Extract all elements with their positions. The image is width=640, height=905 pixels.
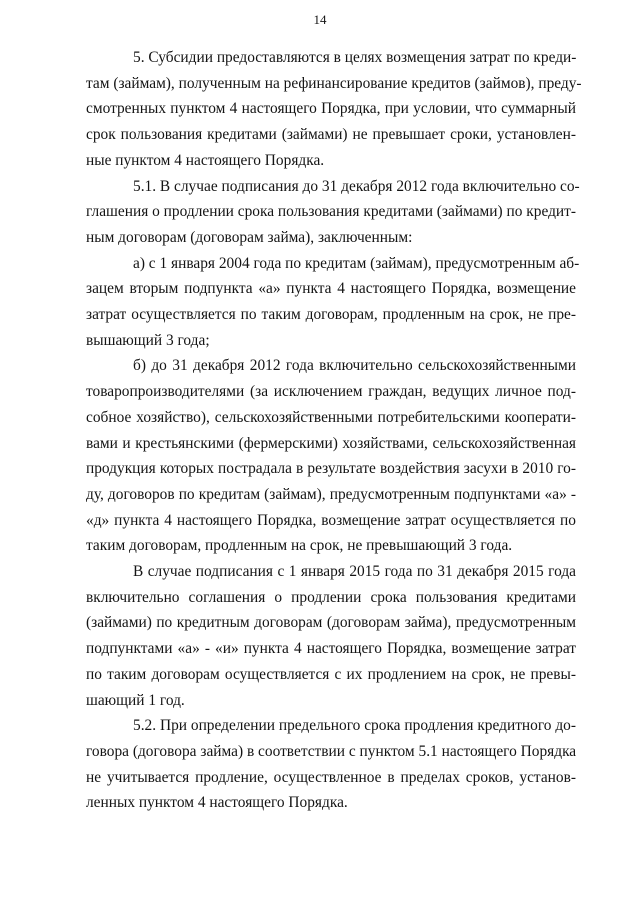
text-line: по таким договорам осуществляется с их продлением на срок, не превы- (86, 665, 576, 683)
paragraph-2015-extension (86, 559, 576, 713)
text-line: б) до 31 декабря 2012 года включительно сельскохозяйственными (133, 357, 576, 375)
text-line: (займами) по кредитным договорам (договорам займа), предусмотренным (86, 614, 576, 632)
text-line: 5. Субсидии предоставляются в целях возмещения затрат по креди- (133, 49, 577, 66)
text-line: зацем вторым подпункта «а» пункта 4 настоящего Порядка, возмещение (86, 280, 576, 298)
paragraph-5-1-b (86, 353, 576, 559)
text-line: 5.2. При определении предельного срока продления кредитного до- (133, 717, 576, 735)
text-line: вами и крестьянскими (фермерскими) хозяйствами, сельскохозяйственная (86, 434, 576, 452)
paragraph-5-2 (86, 713, 576, 816)
text-line: «д» пункта 4 настоящего Порядка, возмещение затрат осуществляется по (86, 511, 576, 529)
text-line: собное хозяйство), сельскохозяйственными потребительскими кооперати- (86, 408, 576, 426)
text-line: смотренных пунктом 4 настоящего Порядка, при условии, что суммарный (86, 100, 576, 118)
text-line: 5.1. В случае подписания до 31 декабря 2012 года включительно со- (133, 177, 580, 195)
text-line: а) с 1 января 2004 года по кредитам (займам), предусмотренным аб- (133, 254, 580, 272)
text-line: вышающий 3 года; (86, 331, 210, 349)
text-line: подпунктами «а» - «и» пункта 4 настоящего Порядка, возмещение затрат (86, 640, 576, 658)
text-line: таким договорам, продленным на срок, не превышающий 3 года. (86, 537, 513, 555)
page-number: 14 (313, 12, 327, 27)
text-line: срок пользования кредитами (займами) не превышает сроки, установлен- (86, 126, 576, 144)
text-line: ные пунктом 4 настоящего Порядка. (86, 151, 325, 169)
text-line: включительно соглашения о продлении срока пользования кредитами (86, 588, 576, 606)
text-line: ным договорам (договорам займа), заключенным: (86, 228, 413, 246)
text-line: не учитывается продление, осуществленное в пределах сроков, установ- (86, 768, 576, 786)
text-line: говора (договора займа) в соответствии с пунктом 5.1 настоящего Порядка (86, 742, 577, 760)
paragraph-5-1-a (86, 251, 580, 354)
text-line: В случае подписания с 1 января 2015 года по 31 декабря 2015 года (133, 563, 576, 581)
text-line: товаропроизводителями (за исключением граждан, ведущих личное под- (86, 383, 576, 401)
text-line: ленных пунктом 4 настоящего Порядка. (86, 794, 348, 812)
text-line: продукция которых пострадала в результате воздействия засухи в 2010 го- (86, 460, 576, 478)
text-line: шающий 1 год. (86, 691, 185, 709)
paragraph-5-1 (86, 174, 580, 251)
document-body (86, 45, 582, 816)
text-line: затрат осуществляется по таким договорам, продленным на срок, не пре- (86, 306, 576, 324)
text-line: там (займам), полученным на рефинансирование кредитов (займов), преду- (86, 74, 582, 92)
text-line: глашения о продлении срока пользования кредитами (займами) по кредит- (86, 203, 576, 221)
text-line: ду, договоров по кредитам (займам), предусмотренным подпунктами «а» - (86, 485, 576, 503)
paragraph-5 (86, 45, 582, 174)
